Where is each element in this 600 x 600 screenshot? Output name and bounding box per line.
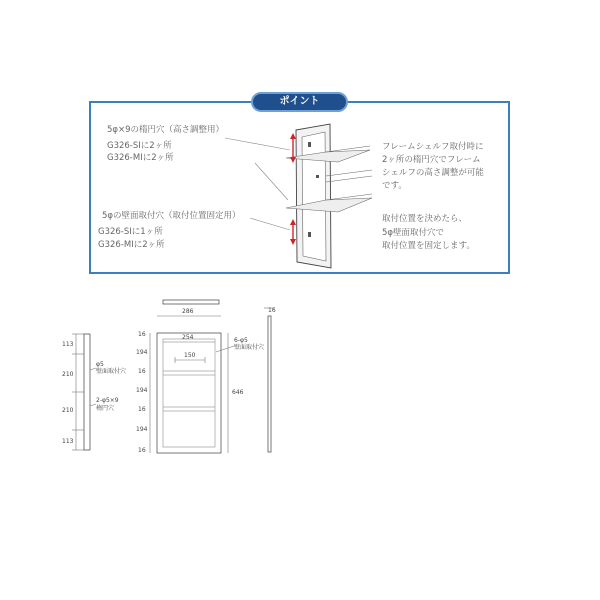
dim-height-total: 646 (232, 389, 244, 396)
note-line-7: 取付位置を固定します。 (382, 241, 475, 251)
front-hole-label: 6-φ5 (234, 337, 248, 344)
wall-hole-si: G326-SIに1ヶ所 (98, 227, 163, 237)
side-dim-1: 113 (62, 341, 74, 348)
note-line-3: シェルフの高さ調整が可能 (382, 168, 484, 178)
front-hole-label-b: 壁面取付穴 (234, 344, 265, 351)
side-view (62, 334, 126, 450)
side-label-oval-b: 楕円穴 (96, 405, 115, 412)
front-view (136, 300, 264, 454)
oval-hole-si: G326-SIに2ヶ所 (107, 141, 172, 151)
note-line-1: フレームシェルフ取付時に (382, 142, 484, 152)
front-dim-4: 194 (136, 387, 148, 394)
dim-width-outer: 286 (182, 308, 194, 315)
thin-view (264, 307, 276, 452)
front-dim-1: 16 (138, 331, 146, 338)
wall-hole-mi: G326-MIに2ヶ所 (98, 240, 165, 250)
note-line-4: です。 (382, 181, 407, 191)
point-badge: ポイント (251, 92, 348, 112)
note-line-2: 2ヶ所の楕円穴でフレーム (382, 155, 481, 165)
front-dim-6: 194 (136, 426, 148, 433)
front-dim-2: 194 (136, 349, 148, 356)
wall-hole-title: 5φの壁面取付穴（取付位置固定用） (102, 211, 241, 221)
note-line-6: 5φ壁面取付穴で (382, 228, 445, 238)
side-label-oval: 2-φ5×9 (96, 397, 119, 404)
front-dim-3: 16 (138, 368, 146, 375)
dim-width-inner: 254 (182, 334, 194, 341)
side-label-hole-b: 壁面取付穴 (96, 368, 127, 375)
front-dim-7: 16 (138, 447, 146, 454)
side-dim-4: 113 (62, 438, 74, 445)
side-dim-2: 210 (62, 371, 74, 378)
side-label-hole: φ5 (96, 361, 104, 368)
oval-hole-mi: G326-MIに2ヶ所 (107, 153, 174, 163)
dim-thickness: 16 (268, 307, 276, 314)
front-dim-5: 16 (138, 406, 146, 413)
dim-width-shelf: 150 (184, 352, 196, 359)
note-line-5: 取付位置を決めたら、 (382, 214, 468, 224)
side-dim-3: 210 (62, 407, 74, 414)
oval-hole-title: 5φ×9の楕円穴（高さ調整用） (107, 125, 225, 135)
